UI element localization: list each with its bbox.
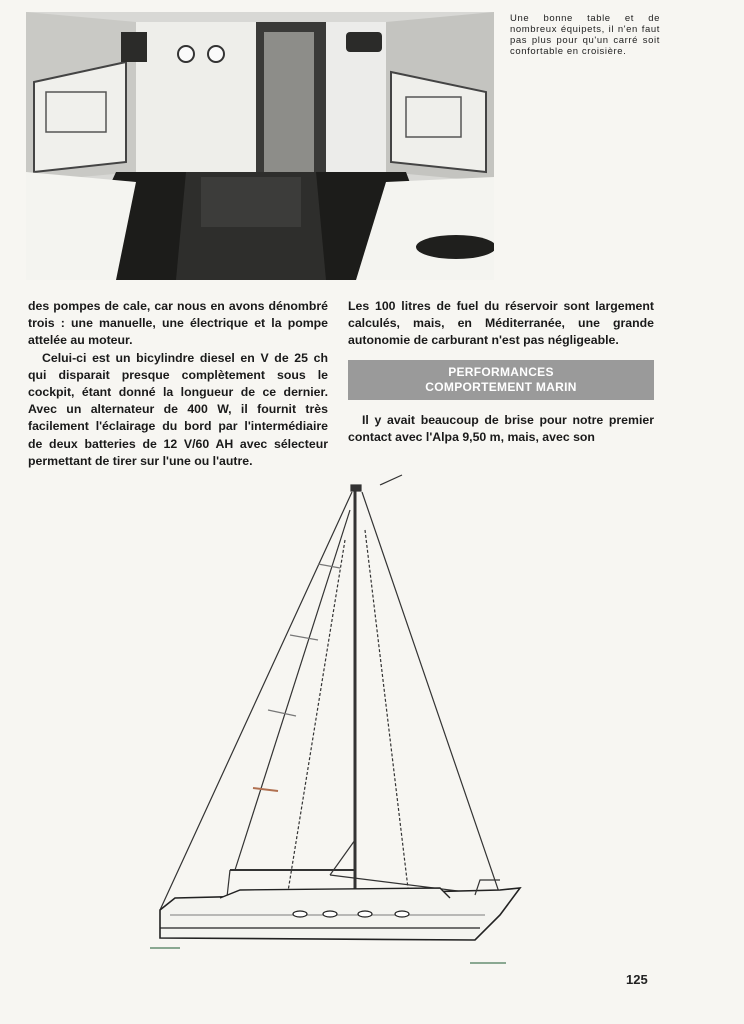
paragraph: Il y avait beaucoup de brise pour notre premier contact avec l'Alpa 9,50 m, mais, avec son bbox=[348, 412, 654, 444]
article-left-column bbox=[28, 298, 328, 470]
photo-caption: Une bonne table et de nombreux équipets, il n'en faut pas plus pour qu'un carré soit confortable en croisière. bbox=[510, 13, 660, 57]
section-heading-line: COMPORTEMENT MARIN bbox=[425, 379, 577, 394]
cabin-interior-photo bbox=[26, 12, 494, 280]
sailplan-illustration bbox=[140, 470, 540, 970]
section-heading-line: PERFORMANCES bbox=[448, 364, 554, 379]
section-heading bbox=[348, 360, 654, 400]
article-right-column bbox=[348, 298, 654, 446]
page-number: 125 bbox=[626, 972, 648, 987]
paragraph: des pompes de cale, car nous en avons dénombré trois : une manuelle, une électrique et la pompe attelée au moteur. bbox=[28, 299, 328, 348]
paragraph: Celui-ci est un bicylindre diesel en V de 25 ch qui disparait presque complètement sous le cockpit, étant donné la longueur de ce dernier. Avec un alternateur de 400 W, il fournit très facilement l'éclairage du bord par l'intermédiaire de deux batteries de 12 V/60 AH avec sélecteur permettant de tirer sur l'une ou l'autre. bbox=[28, 350, 328, 468]
paragraph: Les 100 litres de fuel du réservoir sont largement calculés, mais, en Méditerranée, une grande autonomie de carburant n'est pas négligeable. bbox=[348, 299, 654, 348]
sailplan-drawing bbox=[140, 470, 540, 970]
cabin-interior-illustration bbox=[26, 12, 494, 280]
